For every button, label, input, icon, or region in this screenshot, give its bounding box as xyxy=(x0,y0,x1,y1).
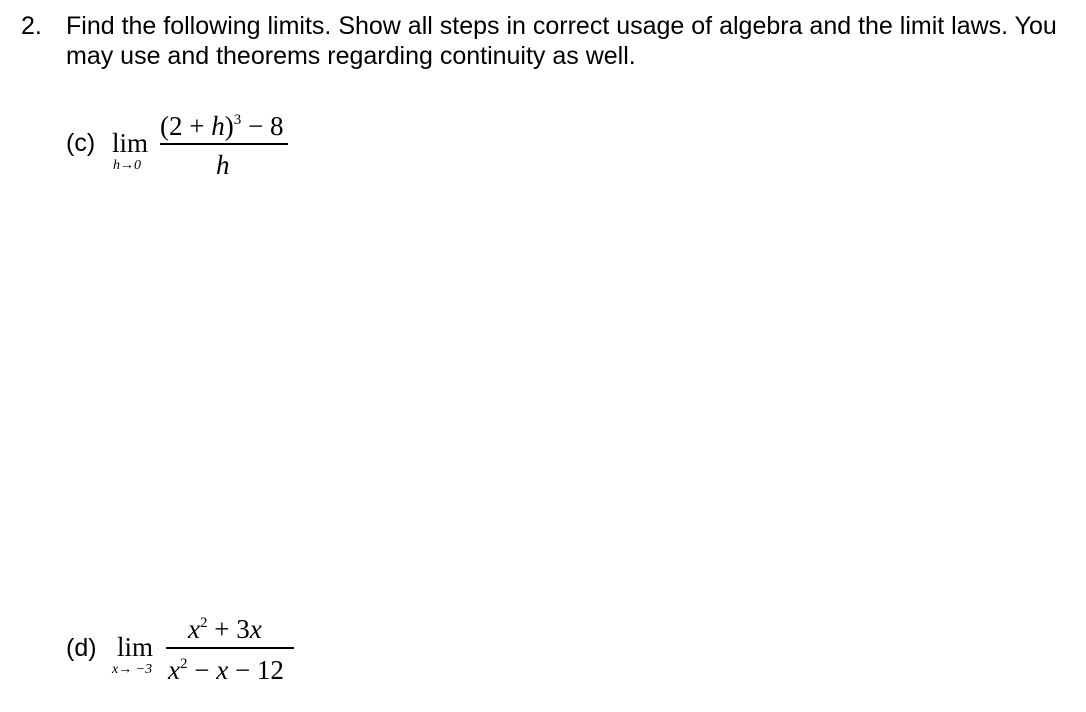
problem-instructions: Find the following limits. Show all steps in correct usage of algebra and the limit laws. You may use and theorems regarding continuity as well. xyxy=(66,12,1057,70)
part-d-numerator xyxy=(188,614,262,644)
part-c-numerator xyxy=(160,111,283,141)
part-c-num-open: (2 xyxy=(160,111,183,141)
part-d-lim: lim xyxy=(117,632,154,662)
part-c-num-tail: − 8 xyxy=(241,111,284,141)
part-d-num-var1: x xyxy=(188,614,200,644)
part-d-num-var2: x xyxy=(249,614,262,644)
part-c-num-plus: + xyxy=(182,111,212,141)
part-c-label: (c) xyxy=(66,129,96,157)
part-c-num-close: ) xyxy=(224,111,234,141)
part-d-lim-subscript: x→ −3 xyxy=(112,662,153,677)
part-c-denominator xyxy=(216,150,230,180)
part-d-den-tail: − 12 xyxy=(228,655,284,685)
part-c-lim-subscript: h→0 xyxy=(113,158,141,173)
part-d-label: (d) xyxy=(66,634,97,662)
part-d-num-plus: + 3 xyxy=(207,614,250,644)
part-c-num-power: 3 xyxy=(233,112,242,128)
part-d-denominator xyxy=(168,655,284,685)
part-c-den-var: h xyxy=(216,150,230,180)
part-d-den-var2: x xyxy=(216,655,229,685)
part-d-den-power: 2 xyxy=(179,656,188,672)
part-d-num-power: 2 xyxy=(199,615,208,631)
part-d-fraction-bar xyxy=(166,647,294,649)
part-d-den-minus: − xyxy=(187,655,217,685)
part-c-fraction-bar xyxy=(160,143,288,145)
part-d-den-var1: x xyxy=(168,655,180,685)
part-c-lim: lim xyxy=(112,128,149,158)
part-c-num-var: h xyxy=(211,111,225,141)
problem-number: 2. xyxy=(21,12,42,40)
